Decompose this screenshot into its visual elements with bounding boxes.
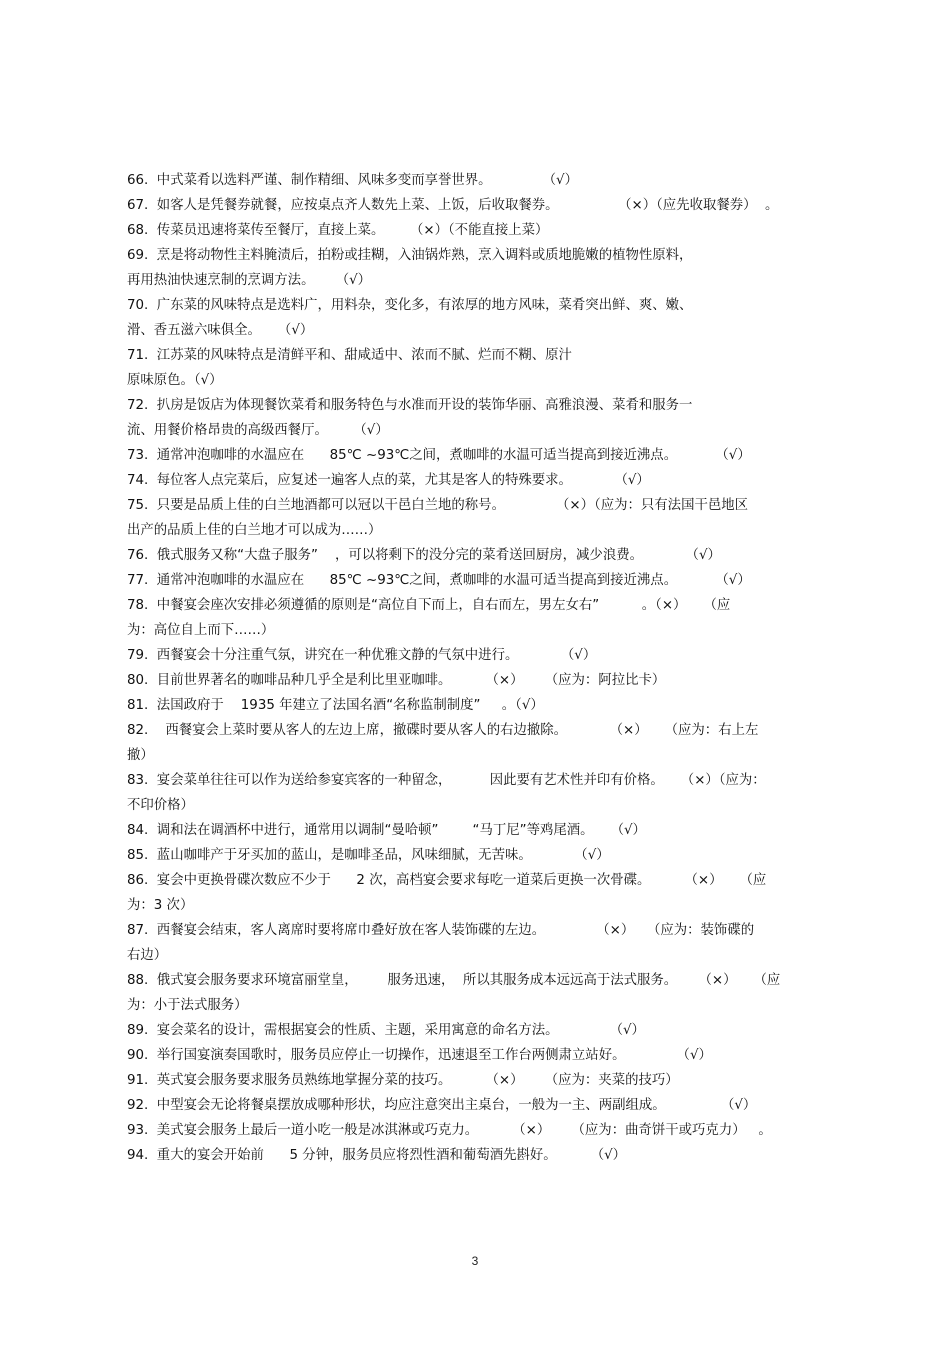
text-line: 右边） — [127, 948, 168, 963]
text-line: 86. 宴会中更换骨碟次数应不少于 2 次，高档宴会要求每吃一道菜后更换一次骨碟。 （×） （应 — [127, 873, 767, 888]
text-line: 为：3 次） — [127, 898, 194, 913]
text-line: 流、用餐价格昂贵的高级西餐厅。 （√） — [127, 423, 389, 438]
text-line: 82. 西餐宴会上菜时要从客人的左边上席，撤碟时要从客人的右边撤除。 （×） （应为：右上左 — [127, 723, 759, 738]
text-line: 为：高位自上而下……） — [127, 623, 275, 638]
text-line: 81. 法国政府于 1935 年建立了法国名酒“名称监制制度” 。（√） — [127, 698, 544, 713]
text-line: 70. 广东菜的风味特点是选料广，用料杂，变化多，有浓厚的地方风味，菜肴突出鲜、爽、嫩、 — [127, 298, 693, 313]
text-line: 89. 宴会菜名的设计，需根据宴会的性质、主题，采用寓意的命名方法。 （√） — [127, 1023, 645, 1038]
text-line: 77. 通常冲泡咖啡的水温应在 85℃ ~93℃之间，煮咖啡的水温可适当提高到接近沸点。 （√） — [127, 573, 751, 588]
text-line: 85. 蓝山咖啡产于牙买加的蓝山，是咖啡圣品，风味细腻，无苦味。 （√） — [127, 848, 610, 863]
text-line: 为：小于法式服务） — [127, 998, 248, 1013]
text-line: 84. 调和法在调酒杯中进行，通常用以调制“曼哈顿” “马丁尼”等鸡尾酒。 （√） — [127, 823, 646, 838]
text-line: 73. 通常冲泡咖啡的水温应在 85℃ ~93℃之间，煮咖啡的水温可适当提高到接近沸点。 （√） — [127, 448, 751, 463]
text-line: 74. 每位客人点完菜后，应复述一遍客人点的菜，尤其是客人的特殊要求。 （√） — [127, 473, 650, 488]
page-number: 3 — [471, 1254, 479, 1268]
text-line: 91. 英式宴会服务要求服务员熟练地掌握分菜的技巧。 （×） （应为：夹菜的技巧） — [127, 1073, 679, 1088]
text-line: 92. 中型宴会无论将餐桌摆放成哪种形状，均应注意突出主桌台，一般为一主、两副组成。 （√） — [127, 1098, 757, 1113]
text-line: 79. 西餐宴会十分注重气氛，讲究在一种优雅文静的气氛中进行。 （√） — [127, 648, 597, 663]
text-line: 出产的品质上佳的白兰地才可以成为……） — [127, 523, 382, 538]
question-list — [127, 168, 842, 1168]
text-line: 90. 举行国宴演奏国歌时，服务员应停止一切操作，迅速退至工作台两侧肃立站好。 （√） — [127, 1048, 712, 1063]
text-line: 71. 江苏菜的风味特点是清鲜平和、甜咸适中、浓而不腻、烂而不糊、原汁 — [127, 348, 572, 363]
text-line: 69. 烹是将动物性主料腌渍后，拍粉或挂糊，入油锅炸熟，烹入调料或质地脆嫩的植物性原料， — [127, 248, 693, 263]
text-line: 滑、香五滋六味俱全。 （√） — [127, 323, 314, 338]
text-line: 72. 扒房是饭店为体现餐饮菜肴和服务特色与水准而开设的装饰华丽、高雅浪漫、菜肴和服务一 — [127, 398, 693, 413]
text-line: 80. 目前世界著名的咖啡品种几乎全是利比里亚咖啡。 （×） （应为：阿拉比卡） — [127, 673, 666, 688]
text-line: 再用热油快速烹制的烹调方法。 （√） — [127, 273, 372, 288]
text-line: 66. 中式菜肴以选料严谨、制作精细、风味多变而享誉世界。 （√） — [127, 173, 578, 188]
text-line: 原味原色。（√） — [127, 373, 223, 388]
text-line: 76. 俄式服务又称“大盘子服务” ，可以将剩下的没分完的菜肴送回厨房，减少浪费。 （√） — [127, 548, 721, 563]
text-line: 93. 美式宴会服务上最后一道小吃一般是冰淇淋或巧克力。 （×） （应为：曲奇饼干或巧克力） 。 — [127, 1123, 772, 1138]
text-line: 88. 俄式宴会服务要求环境富丽堂皇， 服务迅速， 所以其服务成本远远高于法式服务。 （×） （应 — [127, 973, 781, 988]
text-line: 不印价格） — [127, 798, 194, 813]
text-line: 68. 传菜员迅速将菜传至餐厅，直接上菜。 （×）（不能直接上菜） — [127, 223, 549, 238]
text-line: 67. 如客人是凭餐券就餐，应按桌点齐人数先上菜、上饭，后收取餐券。 （×）（应先收取餐券） 。 — [127, 198, 779, 213]
text-line: 83. 宴会菜单往往可以作为送给参宴宾客的一种留念， 因此要有艺术性并印有价格。 （×）（应为： — [127, 773, 766, 788]
text-line: 75. 只要是品质上佳的白兰地酒都可以冠以干邑白兰地的称号。 （×）（应为：只有法国干邑地区 — [127, 498, 749, 513]
text-line: 87. 西餐宴会结束，客人离席时要将席巾叠好放在客人装饰碟的左边。 （×） （应为：装饰碟的 — [127, 923, 755, 938]
text-line: 78. 中餐宴会座次安排必须遵循的原则是“高位自下而上，自右而左，男左女右” 。（×） （应 — [127, 598, 731, 613]
text-line: 撤） — [127, 748, 154, 763]
text-line: 94. 重大的宴会开始前 5 分钟，服务员应将烈性酒和葡萄酒先斟好。 （√） — [127, 1148, 627, 1163]
